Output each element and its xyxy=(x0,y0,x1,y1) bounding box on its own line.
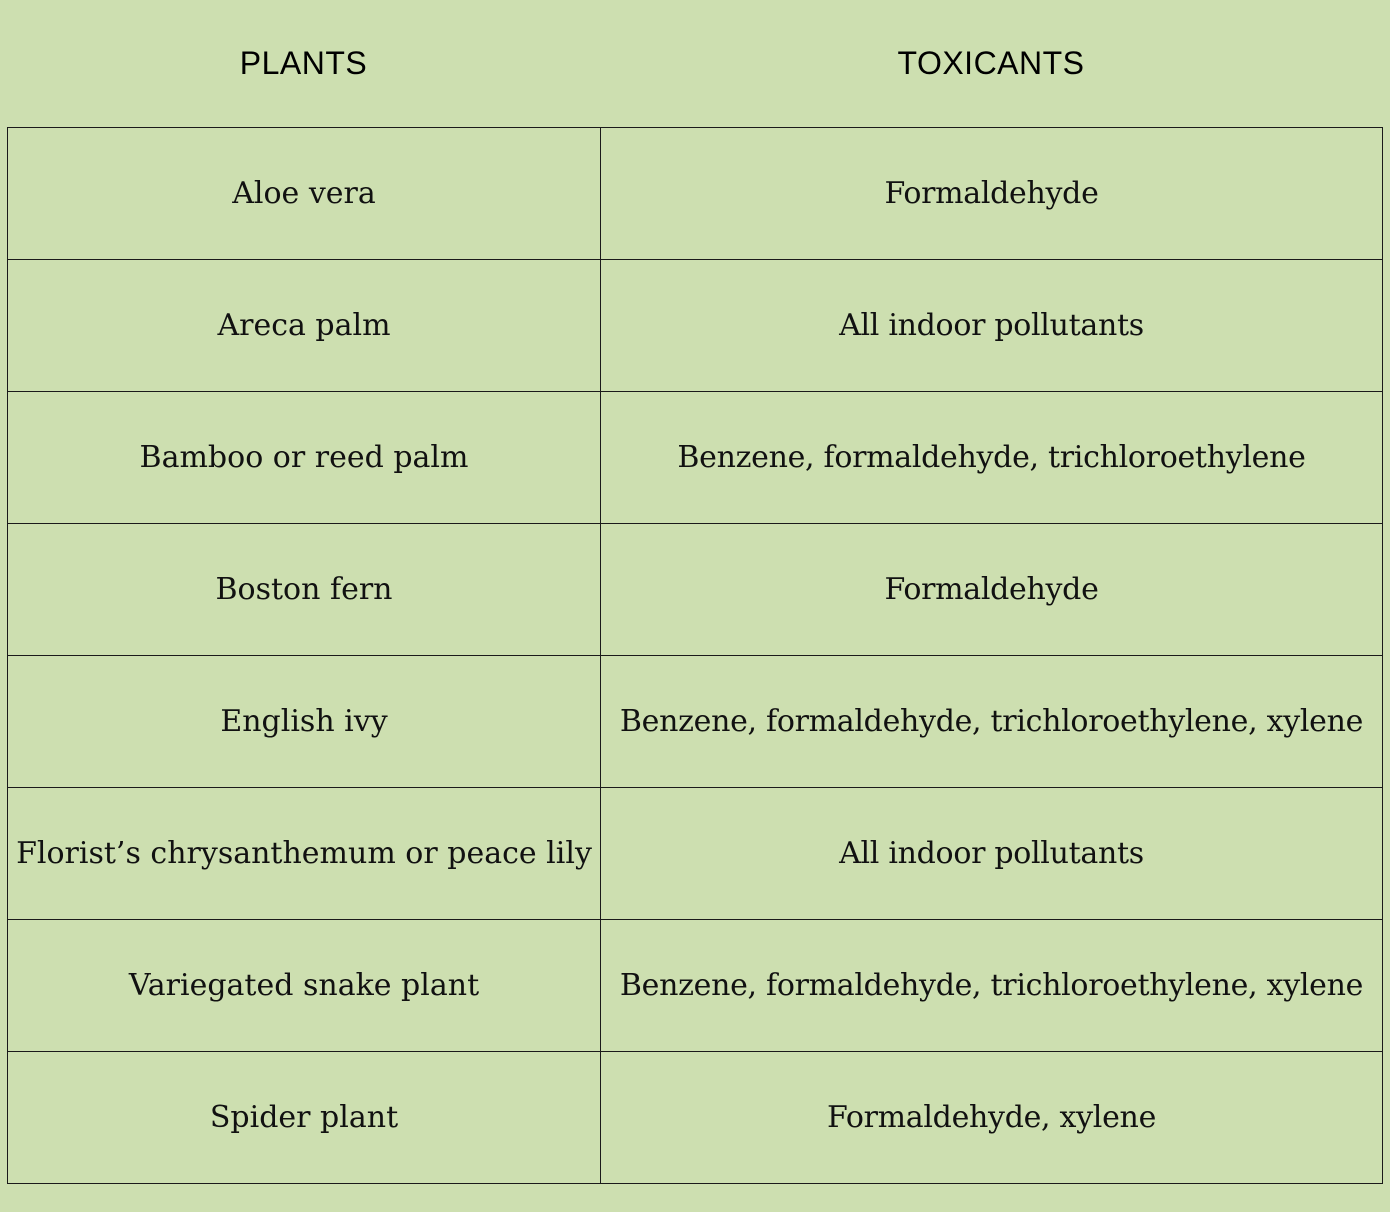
table-row xyxy=(8,788,1383,920)
plant-cell: Florist’s chrysanthemum or peace lily xyxy=(8,788,601,920)
toxicants-cell: Benzene, formaldehyde, trichloroethylene, xylene xyxy=(601,656,1383,788)
toxicants-cell: Formaldehyde xyxy=(601,524,1383,656)
table-row xyxy=(8,920,1383,1052)
plant-cell: Areca palm xyxy=(8,260,601,392)
plant-cell: Aloe vera xyxy=(8,128,601,260)
table-row xyxy=(8,128,1383,260)
toxicants-cell: All indoor pollutants xyxy=(601,260,1383,392)
toxicants-cell: Formaldehyde, xylene xyxy=(601,1052,1383,1184)
plant-cell: Variegated snake plant xyxy=(8,920,601,1052)
plant-cell: Boston fern xyxy=(8,524,601,656)
table-row xyxy=(8,524,1383,656)
header-plants: PLANTS xyxy=(239,45,368,81)
table-row xyxy=(8,260,1383,392)
toxicants-cell: Formaldehyde xyxy=(601,128,1383,260)
toxicants-cell: All indoor pollutants xyxy=(601,788,1383,920)
table-row xyxy=(8,1052,1383,1184)
plant-cell: English ivy xyxy=(8,656,601,788)
table-row xyxy=(8,656,1383,788)
toxicants-cell: Benzene, formaldehyde, trichloroethylene, xylene xyxy=(601,920,1383,1052)
plant-cell: Spider plant xyxy=(8,1052,601,1184)
table-header xyxy=(7,0,1382,127)
plants-toxicants-table xyxy=(7,127,1383,1184)
header-toxicants: TOXICANTS xyxy=(897,45,1085,81)
plant-cell: Bamboo or reed palm xyxy=(8,392,601,524)
toxicants-cell: Benzene, formaldehyde, trichloroethylene xyxy=(601,392,1383,524)
table-row xyxy=(8,392,1383,524)
